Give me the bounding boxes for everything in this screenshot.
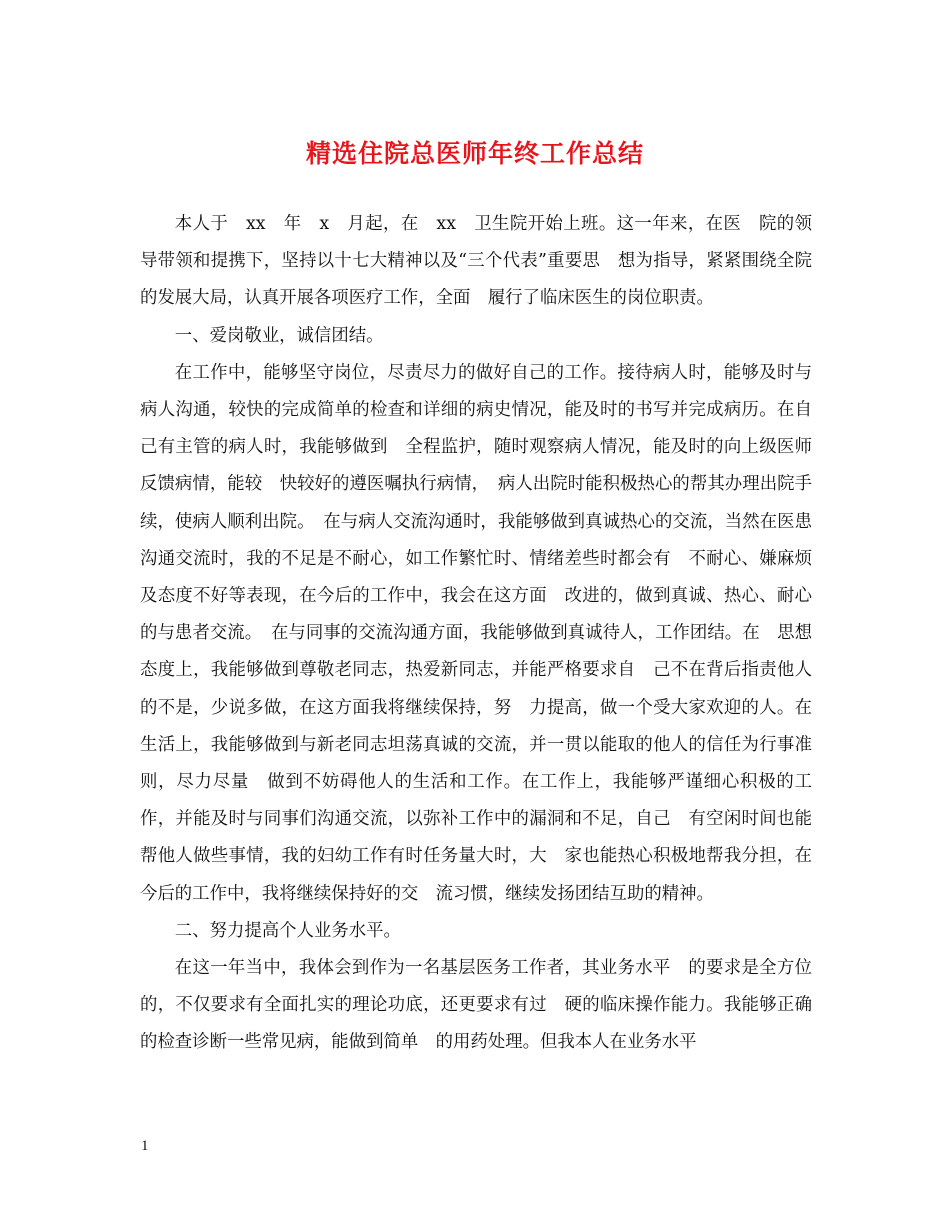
page-number: 1 — [141, 1138, 149, 1154]
section-heading-1: 一、爱岗敬业，诚信团结。 — [174, 325, 384, 346]
paragraph-section-2: 在这一年当中，我体会到作为一名基层医务工作者，其业务水平 的要求是全方位的，不仅要求有全面扎实的理论功底，还更要求有过 硬的临床操作能力。我能够正确的检查诊断一些常见病，能做到简单 的用药处理。但我本人在业务水平 — [140, 958, 812, 1053]
paragraph-intro: 本人于 xx 年 x 月起，在 xx 卫生院开始上班。这一年来，在医 院的领导带领和提携下，坚持以十七大精神以及“三个代表”重要思 想为指导，紧紧围绕全院的发展大局，认真开展各项医疗工作，全面 履行了临床医生的岗位职责。 — [140, 214, 812, 309]
paragraph-section-1: 在工作中，能够坚守岗位，尽责尽力的做好自己的工作。接待病人时，能够及时与病人沟通，较快的完成简单的检查和详细的病史情况，能及时的书写并完成病历。在自己有主管的病人时，我能够做到 全程监护，随时观察病人情况，能及时的向上级医师反馈病情，能较 快较好的遵医嘱执行病情， 病人出院时能积极热心的帮其办理出院手 续，使病人顺利出院。 在与病人交流沟通时，我能够做到真诚热心的交流，当然在医患 沟通交流时，我的不足是不耐心，如工作繁忙时、情绪差些时都会有 不耐心、嫌麻烦及态度不好等表现，在今后的工作中，我会在这方面 改进的，做到真诚、热心、耐心的与患者交流。 在与同事的交流沟通方面，我能够做到真诚待人，工作团结。在 思想态度上，我能够做到尊敬老同志，热爱新同志，并能严格要求自 己不在背后指责他人的不是，少说多做，在这方面我将继续保持，努 力提高，做一个受大家欢迎的人。在生活上，我能够做到与新老同志坦荡真诚的交流，并一贯以能取的他人的信任为行事准则，尽力尽量 做到不妨碍他人的生活和工作。在工作上，我能够严谨细心积极的工 作，并能及时与同事们沟通交流，以弥补工作中的漏洞和不足，自己 有空闲时间也能帮他人做些事情，我的妇幼工作有时任务量大时，大 家也能热心积极地帮我分担，在今后的工作中，我将继续保持好的交 流习惯，继续发扬团结互助的精神。 — [140, 362, 830, 904]
section-heading-2: 二、努力提高个人业务水平。 — [174, 920, 401, 941]
document-body — [140, 206, 830, 1062]
document-title: 精选住院总医师年终工作总结 — [305, 139, 644, 168]
